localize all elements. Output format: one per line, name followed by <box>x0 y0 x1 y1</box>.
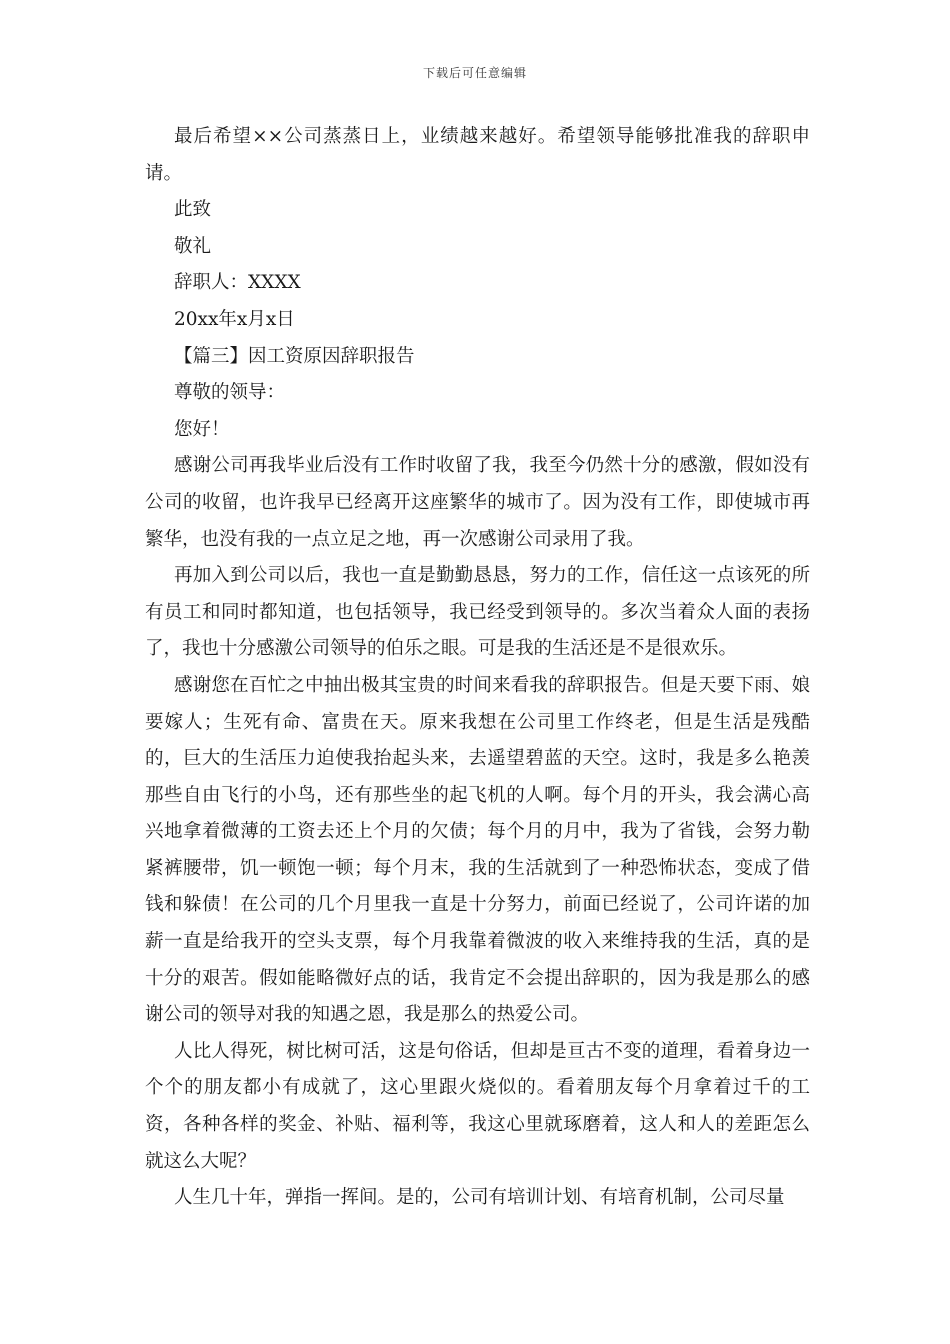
paragraph-body-1: 感谢公司再我毕业后没有工作时收留了我，我至今仍然十分的感激，假如没有公司的收留，也许我早已经离开这座繁华的城市了。因为没有工作，即使城市再繁华，也没有我的一点立足之地，再一次感谢公司录用了我。 <box>145 455 810 550</box>
paragraph-salutation-jing-li: 敬礼 <box>174 235 212 257</box>
paragraph-closing-wish: 最后希望××公司蒸蒸日上，业绩越来越好。希望领导能够批准我的辞职申请。 <box>145 126 810 184</box>
paragraph-body-5: 人生几十年，弹指一挥间。是的，公司有培训计划、有培育机制，公司尽量 <box>174 1187 785 1209</box>
document-body <box>145 119 810 1217</box>
paragraph-greeting-hello: 您好！ <box>174 418 230 440</box>
section-title: 【篇三】因工资原因辞职报告 <box>174 345 415 367</box>
page-header-note: 下载后可任意编辑 <box>422 66 527 80</box>
paragraph-body-2: 再加入到公司以后，我也一直是勤勤恳恳，努力的工作，信任这一点该死的所有员工和同时都知道，也包括领导，我已经受到领导的。多次当着众人面的表扬了，我也十分感激公司领导的伯乐之眼。可是我的生活还是不是很欢乐。 <box>145 565 810 660</box>
paragraph-body-4: 人比人得死，树比树可活，这是句俗话，但却是亘古不变的道理，看着身边一个个的朋友都小有成就了，这心里跟火烧似的。看着朋友每个月拿着过千的工资，各种各样的奖金、补贴、福利等，我这心里就琢磨着，这人和人的差距怎么就这么大呢？ <box>145 1040 810 1172</box>
paragraph-signer: 辞职人：XXXX <box>174 272 301 294</box>
paragraph-salutation-ci-zhi: 此致 <box>174 199 212 221</box>
paragraph-body-3: 感谢您在百忙之中抽出极其宝贵的时间来看我的辞职报告。但是天要下雨、娘要嫁人；生死有命、富贵在天。原来我想在公司里工作终老，但是生活是残酷的，巨大的生活压力迫使我抬起头来，去遥望碧蓝的天空。这时，我是多么艳羡那些自由飞行的小鸟，还有那些坐的起飞机的人啊。每个月的开头，我会满心高兴地拿着微薄的工资去还上个月的欠债；每个月的月中，我为了省钱，会努力勒紧裤腰带，饥一顿饱一顿；每个月末，我的生活就到了一种恐怖状态，变成了借钱和躲债！在公司的几个月里我一直是十分努力，前面已经说了，公司许诺的加薪一直是给我开的空头支票，每个月我靠着微波的收入来维持我的生活，真的是十分的艰苦。假如能略微好点的话，我肯定不会提出辞职的，因为我是那么的感谢公司的领导对我的知遇之恩，我是那么的热爱公司。 <box>145 674 810 1026</box>
paragraph-greeting-recipient: 尊敬的领导： <box>174 382 286 404</box>
paragraph-date: 20xx年x月x日 <box>174 308 295 330</box>
